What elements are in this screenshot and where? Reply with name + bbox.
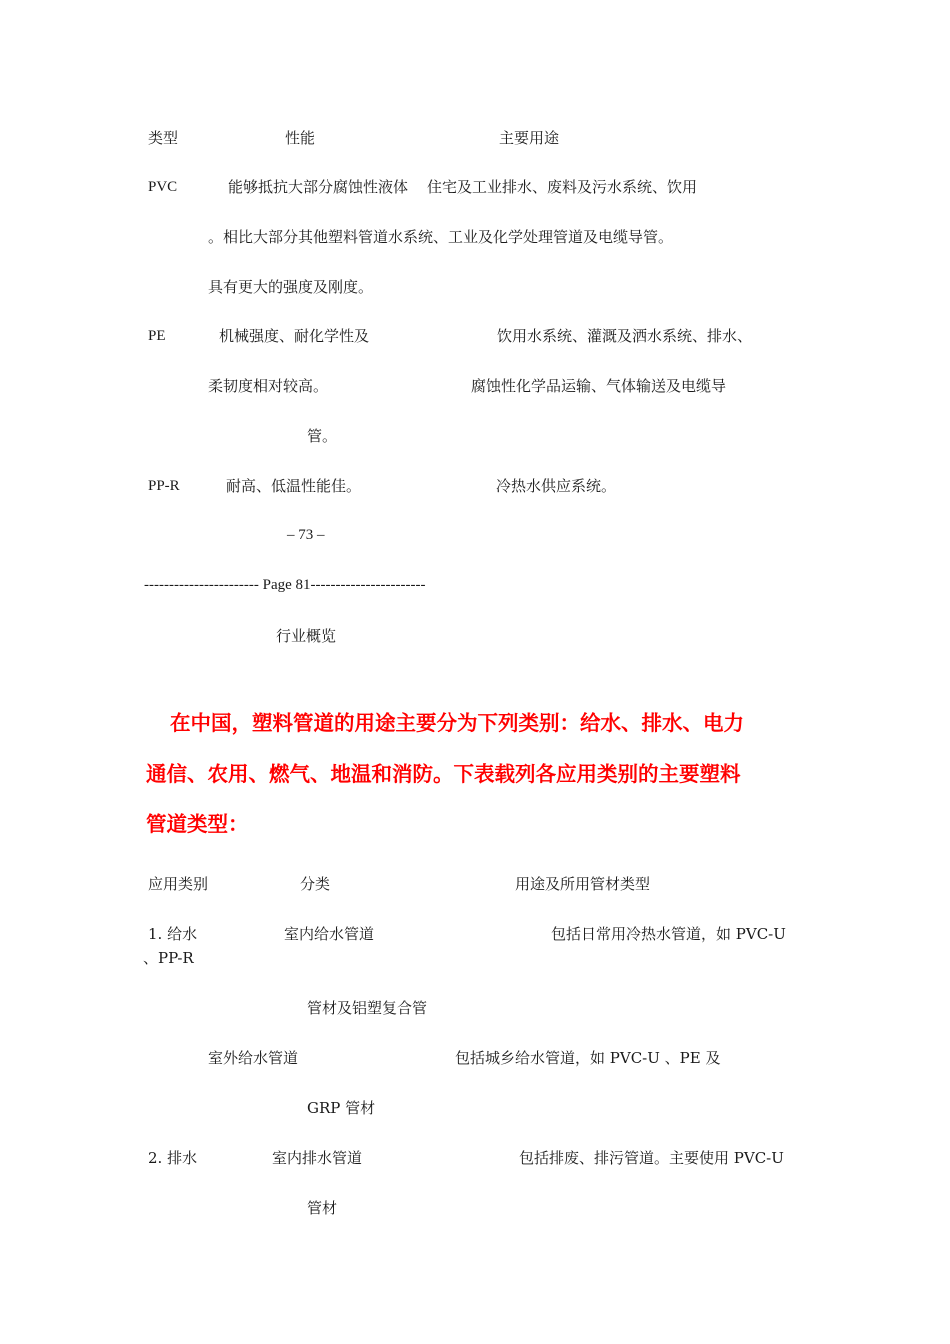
indoor-drainage-use-line2: 管材	[307, 1199, 338, 1217]
table1-header-performance: 性能	[285, 129, 316, 147]
outdoor-water-use-line1: 包括城乡给水管道，如 PVC-U 、PE 及	[455, 1049, 721, 1067]
table2-header-use: 用途及所用管材类型	[515, 875, 651, 893]
pe-use-line1: 饮用水系统、灌溉及洒水系统、排水、	[497, 327, 753, 345]
table1-header-type: 类型	[148, 129, 179, 147]
pvc-type: PVC	[148, 179, 178, 195]
heading-line-3: 管道类型：	[146, 812, 249, 836]
indoor-water-use-line2: 管材及铝塑复合管	[307, 999, 428, 1017]
table1-header-main-use: 主要用途	[499, 129, 560, 147]
pe-type: PE	[148, 328, 166, 344]
pvc-performance-line3: 具有更大的强度及刚度。	[208, 278, 374, 296]
ppr-use: 冷热水供应系统。	[496, 477, 617, 495]
pe-use-line3: 管。	[307, 427, 338, 445]
outdoor-water-use-line2: GRP 管材	[307, 1099, 376, 1117]
page-separator: ----------------------- Page 81-----------------------	[144, 577, 426, 593]
indoor-water-supply-pipe: 室内给水管道	[284, 925, 375, 943]
section-title: 行业概览	[276, 627, 337, 645]
pvc-line2: 。相比大部分其他塑料管道水系统、工业及化学处理管道及电缆导管。	[208, 228, 674, 246]
pvc-use-line1: 住宅及工业排水、废料及污水系统、饮用	[427, 178, 698, 196]
pe-performance-line2: 柔韧度相对较高。	[208, 377, 329, 395]
outdoor-water-supply-pipe: 室外给水管道	[208, 1049, 299, 1067]
ppr-type: PP-R	[148, 478, 180, 494]
pvc-performance-line1: 能够抵抗大部分腐蚀性液体	[228, 178, 409, 196]
table2-header-category: 应用类别	[148, 875, 209, 893]
ppr-performance: 耐高、低温性能佳。	[226, 477, 362, 495]
indoor-water-use-wrap: 、PP-R	[143, 949, 194, 967]
indoor-drainage-use-line1: 包括排废、排污管道。主要使用 PVC-U	[519, 1149, 784, 1167]
drainage-category: 2. 排水	[148, 1149, 198, 1167]
indoor-water-use-line1: 包括日常用冷热水管道，如 PVC-U	[551, 925, 786, 943]
heading-line-1: 在中国，塑料管道的用途主要分为下列类别：给水、排水、电力	[170, 711, 744, 735]
water-supply-category: 1. 给水	[148, 925, 198, 943]
page-number: – 73 –	[287, 527, 325, 543]
heading-line-2: 通信、农用、燃气、地温和消防。下表载列各应用类别的主要塑料	[146, 762, 741, 786]
pe-performance-line1: 机械强度、耐化学性及	[219, 327, 370, 345]
indoor-drainage-pipe: 室内排水管道	[272, 1149, 363, 1167]
pe-use-line2: 腐蚀性化学品运输、气体输送及电缆导	[471, 377, 727, 395]
table2-header-classification: 分类	[300, 875, 331, 893]
